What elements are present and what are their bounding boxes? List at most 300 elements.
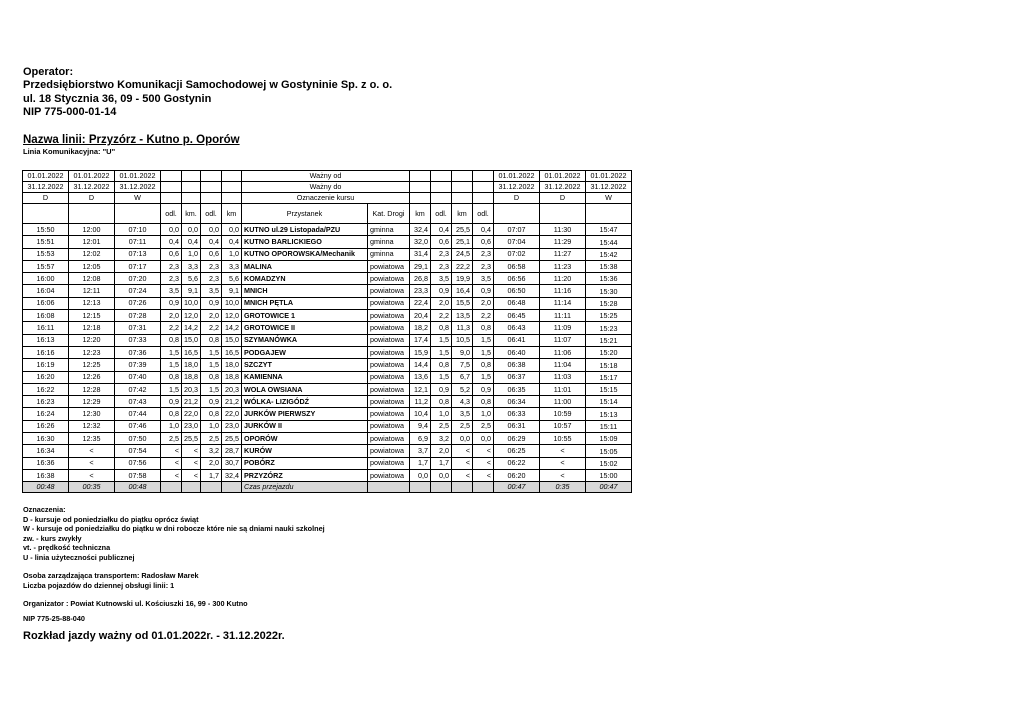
table-cell: 6,9 — [410, 433, 431, 445]
table-cell: 12:11 — [69, 285, 115, 297]
table-cell: 1,5 — [161, 359, 182, 371]
stop-name-cell: JURKÓW II — [242, 420, 368, 432]
table-cell: 2,5 — [161, 433, 182, 445]
col-header: km. — [182, 204, 201, 224]
table-cell: < — [452, 469, 473, 481]
table-cell: 0,0 — [201, 224, 222, 236]
course-label: Oznaczenie kursu — [242, 193, 410, 204]
table-cell: 3,5 — [161, 285, 182, 297]
table-cell: 15:36 — [586, 273, 632, 285]
table-row — [23, 371, 632, 383]
table-cell: 2,5 — [452, 420, 473, 432]
table-row — [23, 310, 632, 322]
table-cell: 16,4 — [452, 285, 473, 297]
travel-time-cell — [222, 482, 242, 493]
table-cell: 06:25 — [494, 445, 540, 457]
table-cell: 15:13 — [586, 408, 632, 420]
table-cell: < — [161, 457, 182, 469]
stop-name-cell: JURKÓW PIERWSZY — [242, 408, 368, 420]
table-cell: 06:31 — [494, 420, 540, 432]
table-cell: 07:13 — [115, 248, 161, 260]
table-cell: 5,6 — [222, 273, 242, 285]
table-cell: 5,6 — [182, 273, 201, 285]
table-cell: 0,8 — [431, 359, 452, 371]
table-cell: 0,9 — [431, 383, 452, 395]
validity-footer: Rozkład jazdy ważny od 01.01.2022r. - 31.12.2022r. — [23, 630, 285, 642]
note-item: vt. - prędkość techniczna — [23, 543, 111, 552]
table-cell: 1,5 — [431, 371, 452, 383]
table-cell: 14,2 — [222, 322, 242, 334]
operator-label: Operator: — [23, 66, 74, 78]
table-cell: 1,0 — [161, 420, 182, 432]
table-cell: 0,8 — [431, 322, 452, 334]
table-cell: 25,1 — [452, 236, 473, 248]
table-cell: 12:25 — [69, 359, 115, 371]
table-cell: gminna — [368, 224, 410, 236]
table-cell: powiatowa — [368, 469, 410, 481]
table-cell: 15:15 — [586, 383, 632, 395]
table-cell: 11:04 — [540, 359, 586, 371]
table-cell: 2,3 — [431, 248, 452, 260]
table-cell: 5,2 — [452, 383, 473, 395]
table-cell: 12:32 — [69, 420, 115, 432]
table-cell: 0,8 — [201, 408, 222, 420]
valid-from-cell: 01.01.2022 — [586, 171, 632, 182]
table-cell: 0,9 — [161, 396, 182, 408]
table-cell: 18,0 — [222, 359, 242, 371]
table-cell: 2,3 — [473, 260, 494, 272]
travel-time-cell: 00:48 — [115, 482, 161, 493]
table-row — [23, 469, 632, 481]
table-row — [23, 359, 632, 371]
table-cell: 12:13 — [69, 297, 115, 309]
table-cell: 07:54 — [115, 445, 161, 457]
table-cell: 16:04 — [23, 285, 69, 297]
table-cell: 1,0 — [201, 420, 222, 432]
table-cell: 07:02 — [494, 248, 540, 260]
table-cell: 0,8 — [161, 408, 182, 420]
table-cell: 0,9 — [201, 297, 222, 309]
table-cell: 06:38 — [494, 359, 540, 371]
table-cell: 2,3 — [473, 248, 494, 260]
table-cell: 16:06 — [23, 297, 69, 309]
stop-name-cell: GROTOWICE 1 — [242, 310, 368, 322]
table-cell: 12:05 — [69, 260, 115, 272]
table-cell: < — [473, 457, 494, 469]
table-cell: 11:30 — [540, 224, 586, 236]
table-cell: < — [161, 445, 182, 457]
table-cell: 1,7 — [410, 457, 431, 469]
stop-name-cell: KAMIENNA — [242, 371, 368, 383]
table-cell: 1,0 — [431, 408, 452, 420]
course-cell: D — [540, 193, 586, 204]
table-cell: 2,3 — [201, 273, 222, 285]
table-cell: 1,5 — [161, 346, 182, 358]
timetable — [22, 170, 632, 493]
table-cell: 11:00 — [540, 396, 586, 408]
table-cell: 10,4 — [410, 408, 431, 420]
table-cell: < — [540, 469, 586, 481]
table-cell: 07:33 — [115, 334, 161, 346]
table-cell: 0,6 — [431, 236, 452, 248]
table-cell: 22,4 — [410, 297, 431, 309]
table-cell: 2,2 — [431, 310, 452, 322]
table-cell: powiatowa — [368, 260, 410, 272]
table-cell: 10,0 — [182, 297, 201, 309]
column-header-row — [23, 204, 632, 224]
table-row — [23, 334, 632, 346]
table-cell: 10,0 — [222, 297, 242, 309]
table-cell: 13,6 — [410, 371, 431, 383]
table-cell: 10:55 — [540, 433, 586, 445]
table-cell: 15:44 — [586, 236, 632, 248]
travel-time-cell — [473, 482, 494, 493]
table-cell: 1,5 — [431, 346, 452, 358]
operator-nip: NIP 775-000-01-14 — [23, 106, 117, 119]
travel-time-cell: 00:48 — [23, 482, 69, 493]
table-cell: 15:50 — [23, 224, 69, 236]
table-cell: 1,7 — [431, 457, 452, 469]
table-cell: 32,0 — [410, 236, 431, 248]
table-cell: 15:57 — [23, 260, 69, 272]
table-cell: 12:01 — [69, 236, 115, 248]
course-row — [23, 193, 632, 204]
table-cell: 3,3 — [182, 260, 201, 272]
stop-name-cell: KUTNO BARLICKIEGO — [242, 236, 368, 248]
table-cell: 1,5 — [473, 334, 494, 346]
table-row — [23, 433, 632, 445]
table-cell: 16:22 — [23, 383, 69, 395]
table-cell: 0,0 — [431, 469, 452, 481]
table-cell: 2,0 — [431, 297, 452, 309]
table-cell: 16:00 — [23, 273, 69, 285]
table-cell: 11:29 — [540, 236, 586, 248]
table-row — [23, 457, 632, 469]
table-cell: 07:28 — [115, 310, 161, 322]
travel-time-cell — [410, 482, 431, 493]
table-cell: 1,5 — [473, 346, 494, 358]
table-cell: 2,3 — [161, 260, 182, 272]
table-cell: powiatowa — [368, 297, 410, 309]
table-cell: 1,7 — [201, 469, 222, 481]
table-cell: 2,5 — [201, 433, 222, 445]
table-cell: 16:34 — [23, 445, 69, 457]
table-cell: 16:23 — [23, 396, 69, 408]
table-cell: 32,4 — [222, 469, 242, 481]
table-cell: 16,5 — [182, 346, 201, 358]
table-cell: 0,8 — [161, 371, 182, 383]
table-cell: 07:10 — [115, 224, 161, 236]
stop-name-cell: WOLA OWSIANA — [242, 383, 368, 395]
valid-from-cell: 01.01.2022 — [69, 171, 115, 182]
col-header-stop: Przystanek — [242, 204, 368, 224]
travel-time-cell — [201, 482, 222, 493]
travel-time-label: Czas przejazdu — [242, 482, 368, 493]
table-cell: 15:18 — [586, 359, 632, 371]
table-cell: 11:23 — [540, 260, 586, 272]
table-cell: 23,3 — [410, 285, 431, 297]
table-cell: 6,7 — [452, 371, 473, 383]
table-cell: 7,5 — [452, 359, 473, 371]
table-cell: 10:59 — [540, 408, 586, 420]
table-cell: 2,2 — [473, 310, 494, 322]
valid-to-cell: 31.12.2022 — [494, 182, 540, 193]
table-cell: 15:11 — [586, 420, 632, 432]
stop-name-cell: MNICH PĘTLA — [242, 297, 368, 309]
table-cell: 2,0 — [161, 310, 182, 322]
table-cell: 11:03 — [540, 371, 586, 383]
table-cell: 15,9 — [410, 346, 431, 358]
table-cell: 2,0 — [473, 297, 494, 309]
col-header: odl. — [161, 204, 182, 224]
table-cell: 21,2 — [222, 396, 242, 408]
table-cell: 2,2 — [201, 322, 222, 334]
table-cell: 06:45 — [494, 310, 540, 322]
table-cell: 1,5 — [201, 346, 222, 358]
table-cell: powiatowa — [368, 420, 410, 432]
table-cell: 0,9 — [473, 383, 494, 395]
table-cell: 07:24 — [115, 285, 161, 297]
valid-to-row — [23, 182, 632, 193]
table-cell: 3,5 — [452, 408, 473, 420]
table-cell: 3,3 — [222, 260, 242, 272]
stop-name-cell: MALINA — [242, 260, 368, 272]
table-cell: 18,2 — [410, 322, 431, 334]
col-header: km — [222, 204, 242, 224]
table-cell: 0,9 — [161, 297, 182, 309]
travel-time-cell — [452, 482, 473, 493]
table-cell: 2,0 — [431, 445, 452, 457]
valid-to-cell: 31.12.2022 — [540, 182, 586, 193]
table-cell: 15:25 — [586, 310, 632, 322]
table-cell: 3,5 — [431, 273, 452, 285]
table-cell: 0,4 — [473, 224, 494, 236]
table-cell: 15:42 — [586, 248, 632, 260]
travel-time-cell: 00:47 — [586, 482, 632, 493]
table-cell: 1,5 — [161, 383, 182, 395]
table-cell: 07:31 — [115, 322, 161, 334]
table-cell: powiatowa — [368, 371, 410, 383]
table-cell: 06:34 — [494, 396, 540, 408]
table-cell: 16,5 — [222, 346, 242, 358]
table-cell: 4,3 — [452, 396, 473, 408]
table-cell: 2,3 — [431, 260, 452, 272]
table-cell: 15:38 — [586, 260, 632, 272]
table-cell: 12:35 — [69, 433, 115, 445]
table-cell: 9,4 — [410, 420, 431, 432]
table-cell: powiatowa — [368, 383, 410, 395]
table-cell: 12:20 — [69, 334, 115, 346]
table-cell: 07:44 — [115, 408, 161, 420]
table-cell: 15,0 — [182, 334, 201, 346]
table-cell: 0,4 — [431, 224, 452, 236]
course-cell: D — [494, 193, 540, 204]
table-cell: powiatowa — [368, 408, 410, 420]
line-name: Nazwa linii: Przyzórz - Kutno p. Oporów — [23, 134, 240, 146]
table-cell: 06:58 — [494, 260, 540, 272]
table-cell: 18,8 — [222, 371, 242, 383]
table-cell: 0,8 — [161, 334, 182, 346]
table-cell: 25,5 — [222, 433, 242, 445]
table-row — [23, 445, 632, 457]
table-cell: 0,6 — [161, 248, 182, 260]
valid-to-cell: 31.12.2022 — [115, 182, 161, 193]
table-cell: 3,2 — [431, 433, 452, 445]
table-cell: 12:30 — [69, 408, 115, 420]
valid-to-cell: 31.12.2022 — [69, 182, 115, 193]
table-cell: 07:50 — [115, 433, 161, 445]
course-cell: W — [586, 193, 632, 204]
table-cell: < — [182, 469, 201, 481]
course-cell: D — [23, 193, 69, 204]
table-cell: 0,0 — [161, 224, 182, 236]
table-cell: 07:11 — [115, 236, 161, 248]
valid-to-label: Ważny do — [242, 182, 410, 193]
table-cell: 16:36 — [23, 457, 69, 469]
table-cell: < — [182, 445, 201, 457]
table-cell: 12,0 — [182, 310, 201, 322]
operator-block — [23, 66, 392, 120]
table-cell: 1,5 — [431, 334, 452, 346]
travel-time-cell — [368, 482, 410, 493]
table-cell: gminna — [368, 248, 410, 260]
table-cell: 12:26 — [69, 371, 115, 383]
table-cell: 15:17 — [586, 371, 632, 383]
table-cell: 0,4 — [182, 236, 201, 248]
table-cell: 07:26 — [115, 297, 161, 309]
table-cell: 07:20 — [115, 273, 161, 285]
table-cell: 11:09 — [540, 322, 586, 334]
table-cell: 13,5 — [452, 310, 473, 322]
valid-from-cell: 01.01.2022 — [23, 171, 69, 182]
table-cell: 06:56 — [494, 273, 540, 285]
travel-time-cell — [161, 482, 182, 493]
table-cell: powiatowa — [368, 433, 410, 445]
table-cell: 16:13 — [23, 334, 69, 346]
table-cell: 15,5 — [452, 297, 473, 309]
table-cell: 20,3 — [222, 383, 242, 395]
table-cell: 16:11 — [23, 322, 69, 334]
valid-from-row — [23, 171, 632, 182]
table-cell: 15:47 — [586, 224, 632, 236]
stop-name-cell: KUTNO OPOROWSKA/Mechanik — [242, 248, 368, 260]
table-cell: 0,4 — [201, 236, 222, 248]
table-cell: 15:00 — [586, 469, 632, 481]
table-cell: 16:20 — [23, 371, 69, 383]
table-cell: 23,0 — [222, 420, 242, 432]
table-cell: 15:14 — [586, 396, 632, 408]
table-cell: 15:20 — [586, 346, 632, 358]
table-cell: 1,0 — [182, 248, 201, 260]
travel-time-cell: 00:47 — [494, 482, 540, 493]
col-header: odl. — [473, 204, 494, 224]
stop-name-cell: SZCZYT — [242, 359, 368, 371]
table-cell: 0,0 — [452, 433, 473, 445]
table-cell: 0,0 — [410, 469, 431, 481]
table-cell: 29,1 — [410, 260, 431, 272]
table-cell: 25,5 — [182, 433, 201, 445]
table-row — [23, 224, 632, 236]
notes-title: Oznaczenia: — [23, 505, 66, 514]
table-cell: 22,0 — [182, 408, 201, 420]
table-cell: 15:09 — [586, 433, 632, 445]
table-cell: 32,4 — [410, 224, 431, 236]
valid-from-cell: 01.01.2022 — [540, 171, 586, 182]
table-cell: powiatowa — [368, 359, 410, 371]
table-cell: 15:21 — [586, 334, 632, 346]
table-cell: 9,0 — [452, 346, 473, 358]
table-cell: < — [540, 457, 586, 469]
course-cell: D — [69, 193, 115, 204]
table-cell: 11:27 — [540, 248, 586, 260]
table-cell: 18,8 — [182, 371, 201, 383]
note-item: zw. - kurs zwykły — [23, 533, 82, 543]
table-cell: 2,2 — [161, 322, 182, 334]
table-cell: 07:07 — [494, 224, 540, 236]
table-cell: 9,1 — [222, 285, 242, 297]
stop-name-cell: POBÓRZ — [242, 457, 368, 469]
table-row — [23, 297, 632, 309]
table-cell: < — [452, 457, 473, 469]
table-cell: 06:22 — [494, 457, 540, 469]
table-cell: 12,0 — [222, 310, 242, 322]
stop-name-cell: KURÓW — [242, 445, 368, 457]
table-cell: 11:01 — [540, 383, 586, 395]
table-cell: 2,5 — [431, 420, 452, 432]
table-cell: 12,1 — [410, 383, 431, 395]
table-cell: 3,5 — [473, 273, 494, 285]
table-cell: 11,3 — [452, 322, 473, 334]
table-row — [23, 408, 632, 420]
stop-name-cell: SZYMANÓWKA — [242, 334, 368, 346]
table-cell: 0,8 — [473, 396, 494, 408]
table-cell: 15:53 — [23, 248, 69, 260]
table-cell: 07:36 — [115, 346, 161, 358]
table-row — [23, 273, 632, 285]
table-cell: 16:30 — [23, 433, 69, 445]
table-cell: 15:28 — [586, 297, 632, 309]
table-cell: 2,3 — [161, 273, 182, 285]
table-cell: 0,9 — [431, 285, 452, 297]
stop-name-cell: MNICH — [242, 285, 368, 297]
travel-time-row — [23, 482, 632, 493]
table-cell: 23,0 — [182, 420, 201, 432]
table-cell: powiatowa — [368, 310, 410, 322]
table-row — [23, 346, 632, 358]
table-cell: 15:23 — [586, 322, 632, 334]
table-cell: 2,0 — [201, 310, 222, 322]
table-cell: 22,0 — [222, 408, 242, 420]
table-row — [23, 322, 632, 334]
table-cell: 07:56 — [115, 457, 161, 469]
col-header-road: Kat. Drogi — [368, 204, 410, 224]
table-cell: 16:16 — [23, 346, 69, 358]
table-cell: 22,2 — [452, 260, 473, 272]
table-cell: 0,8 — [431, 396, 452, 408]
table-row — [23, 236, 632, 248]
table-cell: 31,4 — [410, 248, 431, 260]
table-cell: 0,4 — [222, 236, 242, 248]
table-cell: powiatowa — [368, 346, 410, 358]
table-cell: 15:30 — [586, 285, 632, 297]
table-cell: powiatowa — [368, 285, 410, 297]
table-cell: 3,7 — [410, 445, 431, 457]
organizer: Organizator : Powiat Kutnowski ul. Kościuszki 16, 99 - 300 Kutno — [23, 599, 248, 608]
table-cell: < — [473, 445, 494, 457]
table-cell: < — [540, 445, 586, 457]
table-cell: 0,6 — [473, 236, 494, 248]
table-cell: 11:07 — [540, 334, 586, 346]
